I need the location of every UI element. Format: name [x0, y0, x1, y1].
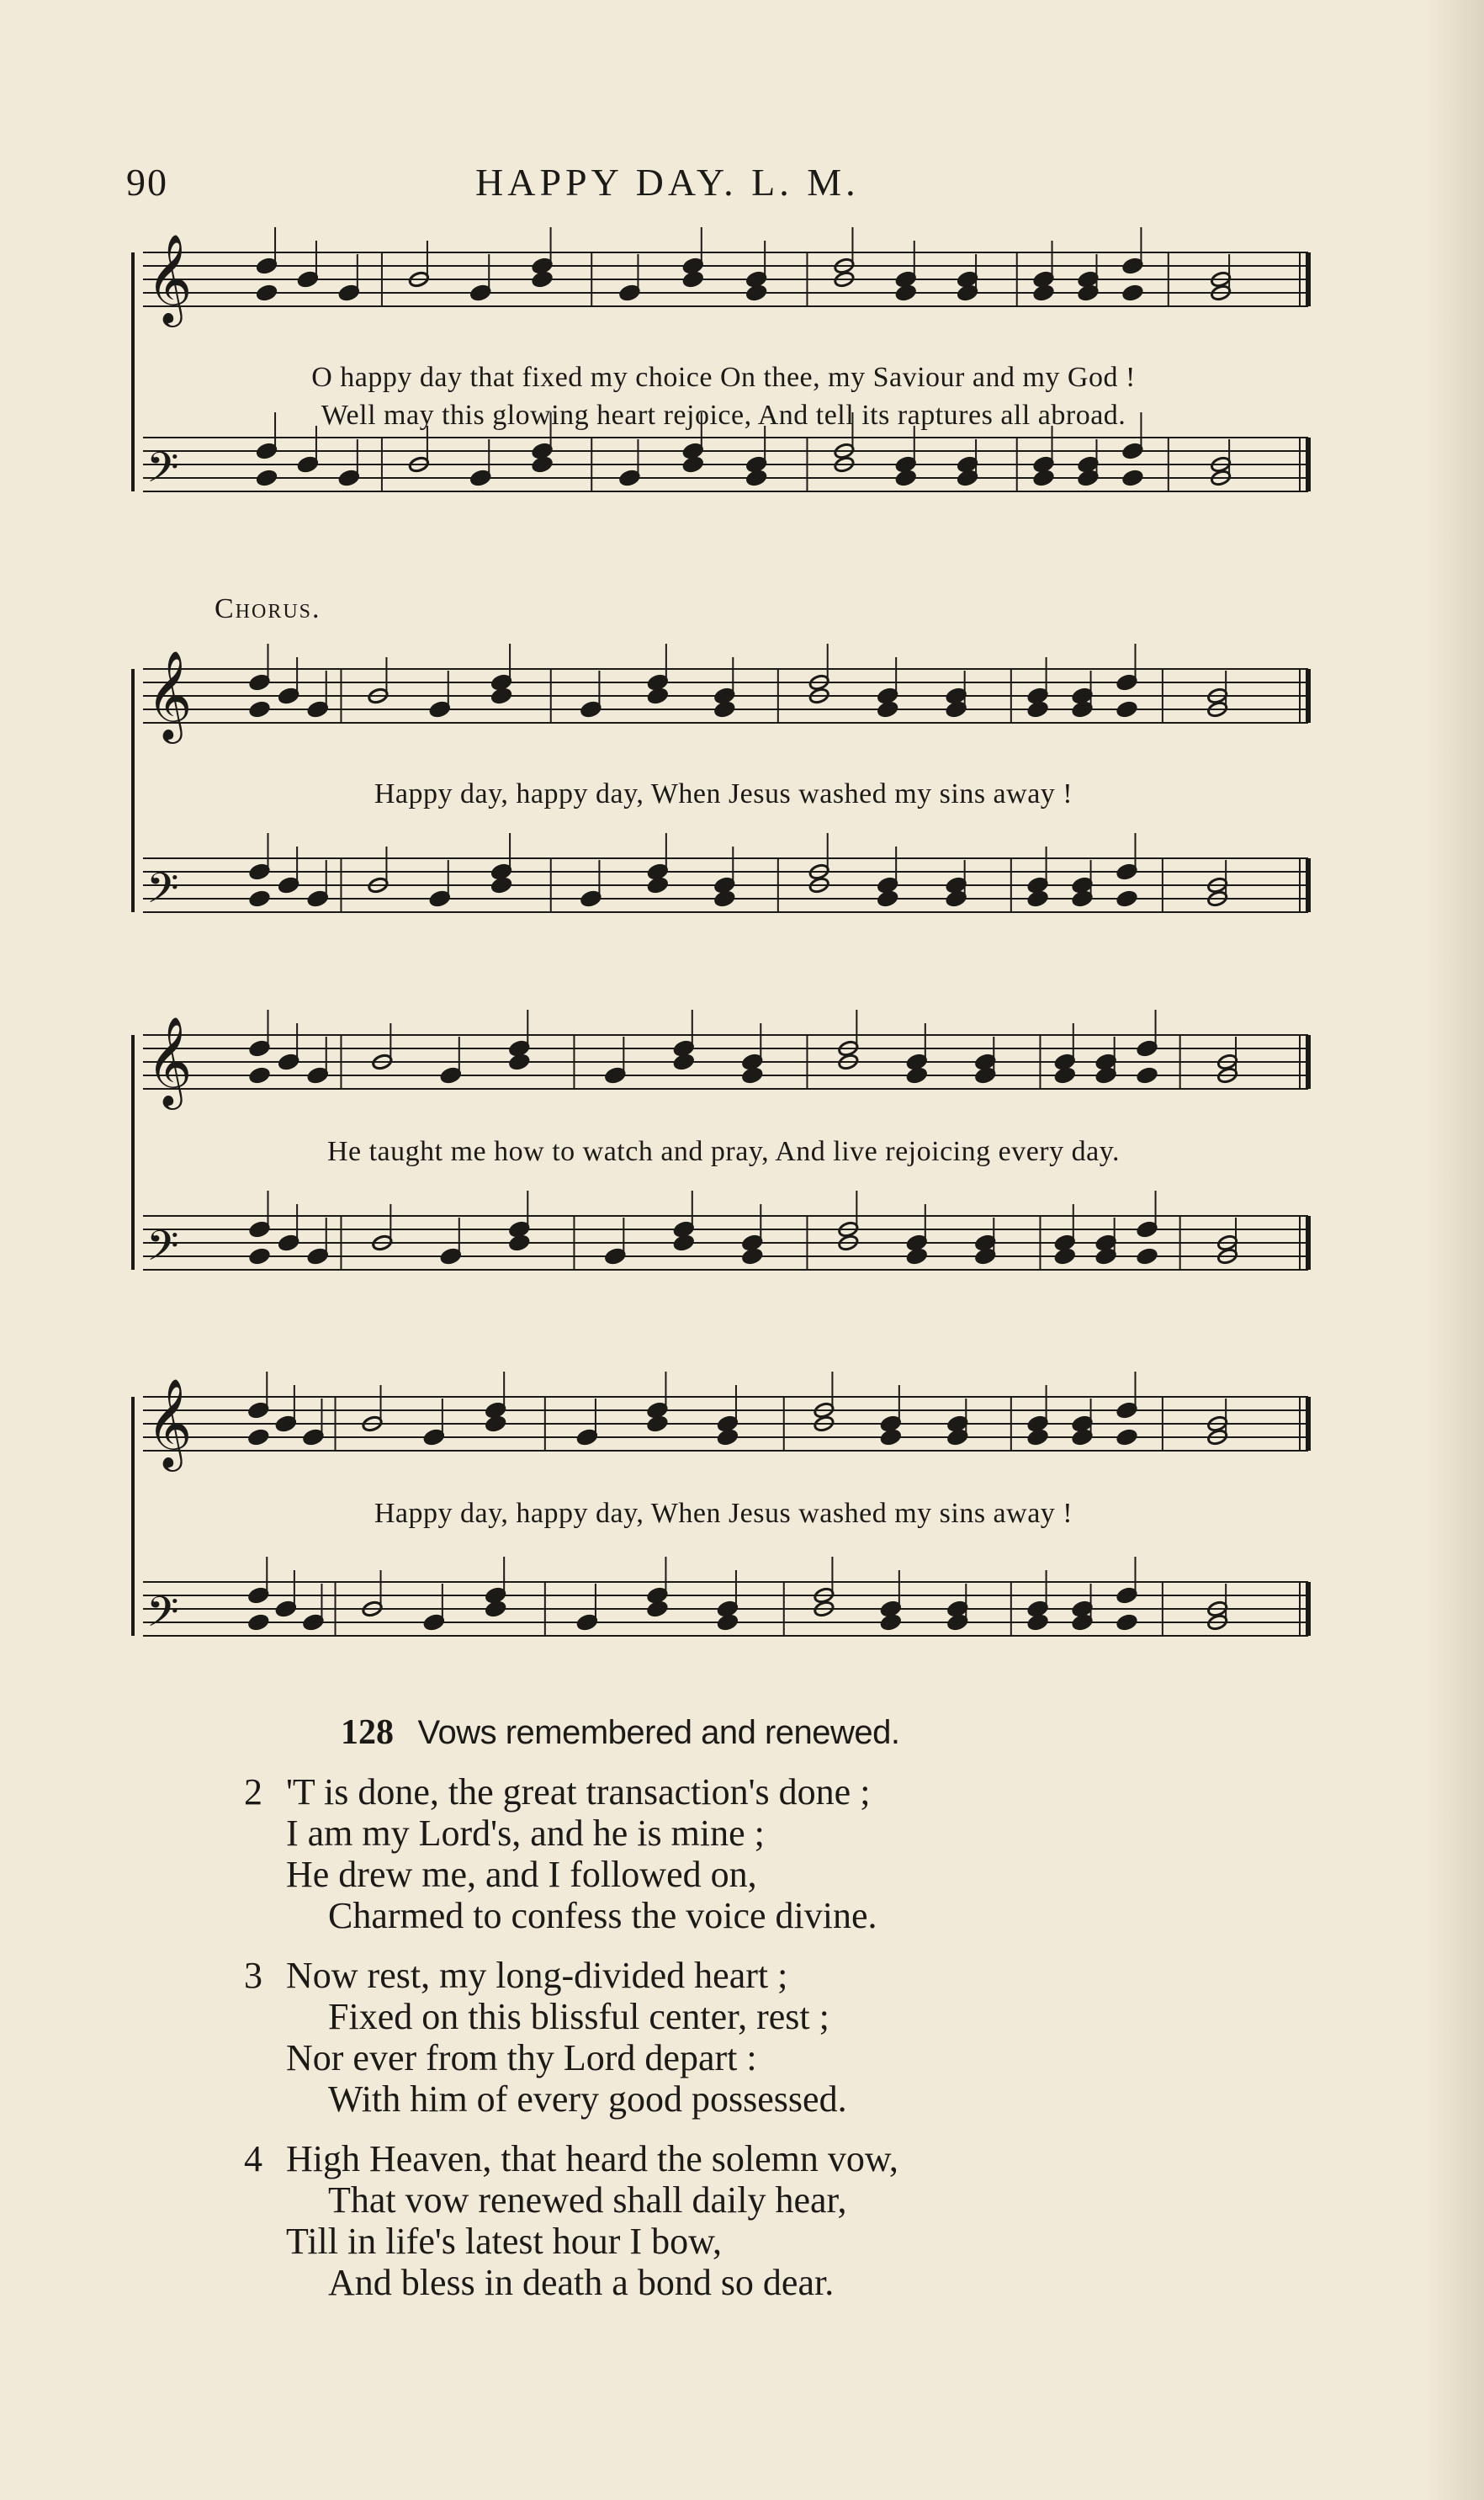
svg-text:𝄢: 𝄢 [146, 443, 179, 502]
verse-line: Now rest, my long-divided heart ; [286, 1955, 788, 1996]
verse-line: And bless in death a bond so dear. [328, 2262, 835, 2303]
lyric-line-1a: O happy day that fixed my choice On thee, my Saviour and my God ! [311, 362, 1136, 393]
verse-3 [244, 1955, 1253, 2120]
svg-text:𝄞: 𝄞 [146, 1377, 193, 1468]
svg-text:𝄢: 𝄢 [146, 1588, 179, 1647]
music-system-1 [126, 227, 1321, 564]
verse-line: That vow renewed shall daily hear, [328, 2179, 847, 2221]
verse-number: 4 [244, 2138, 262, 2179]
lyric-line-1b: Well may this glowing heart rejoice, And tell its raptures all abroad. [321, 400, 1126, 431]
verse-line: Till in life's latest hour I bow, [286, 2221, 722, 2262]
page-shadow [1425, 0, 1484, 2500]
lyric-line-2: Happy day, happy day, When Jesus washed my sins away ! [374, 778, 1073, 809]
verse-line: Charmed to confess the voice divine. [328, 1895, 877, 1936]
music-system-2 [126, 631, 1321, 985]
verse-line: With him of every good possessed. [328, 2078, 847, 2120]
staff-notation-4 [126, 1363, 1321, 1700]
hymn-tune-title: HAPPY DAY. L. M. [475, 161, 860, 204]
svg-text:𝄞: 𝄞 [146, 1016, 193, 1106]
svg-text:𝄢: 𝄢 [146, 864, 179, 923]
page-number: 90 [126, 161, 168, 204]
music-system-3 [126, 1006, 1321, 1334]
hymn-number: 128 [341, 1713, 394, 1752]
svg-text:𝄢: 𝄢 [146, 1222, 179, 1281]
svg-text:𝄞: 𝄞 [146, 650, 193, 740]
verse-4 [244, 2138, 1253, 2303]
svg-text:𝄞: 𝄞 [146, 233, 193, 323]
verse-line: 'T is done, the great transaction's done ; [286, 1771, 871, 1813]
chorus-label: Chorus. [215, 593, 321, 624]
verse-line: I am my Lord's, and he is mine ; [286, 1813, 765, 1854]
verse-number: 3 [244, 1955, 262, 1996]
staff-notation-3 [126, 1006, 1321, 1334]
music-system-4 [126, 1363, 1321, 1700]
verse-line: He drew me, and I followed on, [286, 1854, 757, 1895]
hymn-subtitle: Vows remembered and renewed. [417, 1714, 900, 1751]
verses [244, 1771, 1253, 2322]
hymn-heading [341, 1712, 900, 1753]
verse-2 [244, 1771, 1253, 1936]
verse-line: Fixed on this blissful center, rest ; [328, 1996, 829, 2037]
verse-number: 2 [244, 1771, 262, 1813]
lyric-line-3: He taught me how to watch and pray, And live rejoicing every day. [326, 1136, 1121, 1167]
verse-line: High Heaven, that heard the solemn vow, [286, 2138, 898, 2179]
staff-notation-1 [126, 227, 1321, 564]
lyric-line-4: Happy day, happy day, When Jesus washed my sins away ! [374, 1498, 1073, 1529]
verse-line: Nor ever from thy Lord depart : [286, 2037, 757, 2078]
